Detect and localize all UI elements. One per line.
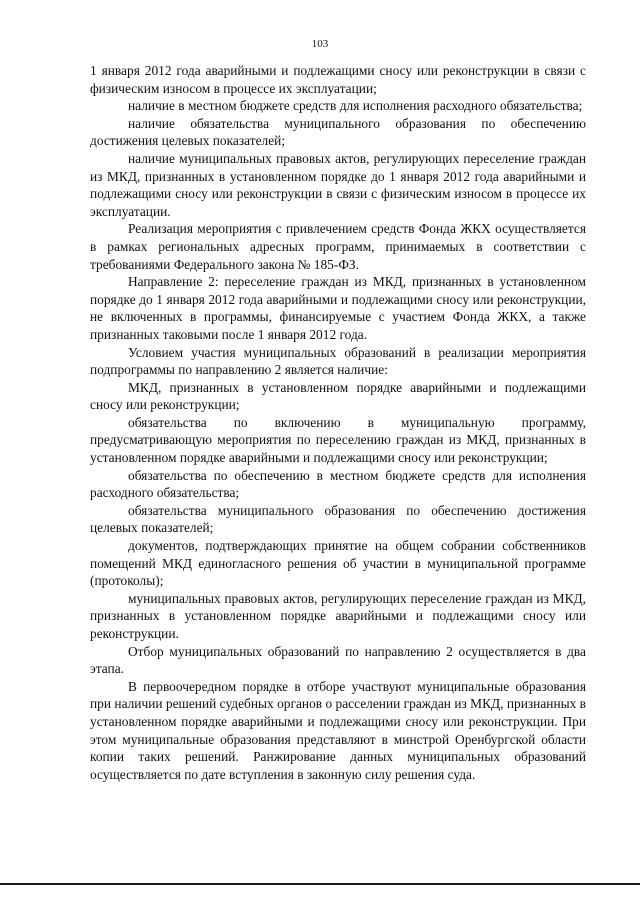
paragraph: Направление 2: переселение граждан из МКД, признанных в установленном порядке до 1 января 2012 года аварийными и подлежащими сносу или реконструкции, не включенных в программы, финансируемые с участием Фонда ЖКХ, а также признанных таковыми после 1 января 2012 года. [90,274,586,342]
paragraph: Реализация мероприятия с привлечением средств Фонда ЖКХ осуществляется в рамках региональных адресных программ, принимаемых в соответствии с требованиями Федерального закона № 185-ФЗ. [90,221,586,272]
paragraph: МКД, признанных в установленном порядке аварийными и подлежащими сносу или реконструкции; [90,379,586,413]
paragraph: Отбор муниципальных образований по направлению 2 осуществляется в два этапа. [90,643,586,677]
paragraph: документов, подтверждающих принятие на общем собрании собственников помещений МКД единогласного решения об участии в муниципальной программе (протоколы); [90,538,586,589]
paragraph: обязательства по включению в муниципальную программу, предусматривающую мероприятия по переселению граждан из МКД, признанных в установленном порядке аварийными и подлежащими сносу или реконструкции; [90,414,586,466]
page-number: 103 [311,38,329,50]
paragraph: 1 января 2012 года аварийными и подлежащими сносу или реконструкции в связи с физическим износом в процессе их эксплуатации; [90,63,586,96]
paragraph: обязательства по обеспечению в местном бюджете средств для исполнения расходного обязательства; [90,467,586,501]
bottom-border [0,883,640,885]
paragraph: наличие обязательства муниципального образования по обеспечению достижения целевых показателей; [90,115,586,149]
paragraph: муниципальных правовых актов, регулирующих переселение граждан из МКД, признанных в установленном порядке аварийными и подлежащими сносу или реконструкции. [90,590,586,641]
paragraph: наличие муниципальных правовых актов, регулирующих переселение граждан из МКД, признанных в установленном порядке до 1 января 2012 года аварийными и подлежащими сносу или реконструкции в связи с физическим износом в процессе их эксплуатации. [90,150,586,219]
paragraph: обязательства муниципального образования по обеспечению достижения целевых показателей; [90,502,586,536]
paragraph: наличие в местном бюджете средств для исполнения расходного обязательства; [128,98,583,114]
paragraph: В первоочередном порядке в отборе участвуют муниципальные образования при наличии решений судебных органов о расселении граждан из МКД, признанных в установленном порядке аварийными и подлежащими сносу или реконструкции. При этом муниципальные образования представляют в минстрой Оренбургской области копии таких решений. Ранжирование данных муниципальных образований осуществляется по дате вступления в законную силу решения суда. [90,678,586,782]
paragraph: Условием участия муниципальных образований в реализации мероприятия подпрограммы по направлению 2 является наличие: [90,344,586,378]
document-body [90,62,586,783]
